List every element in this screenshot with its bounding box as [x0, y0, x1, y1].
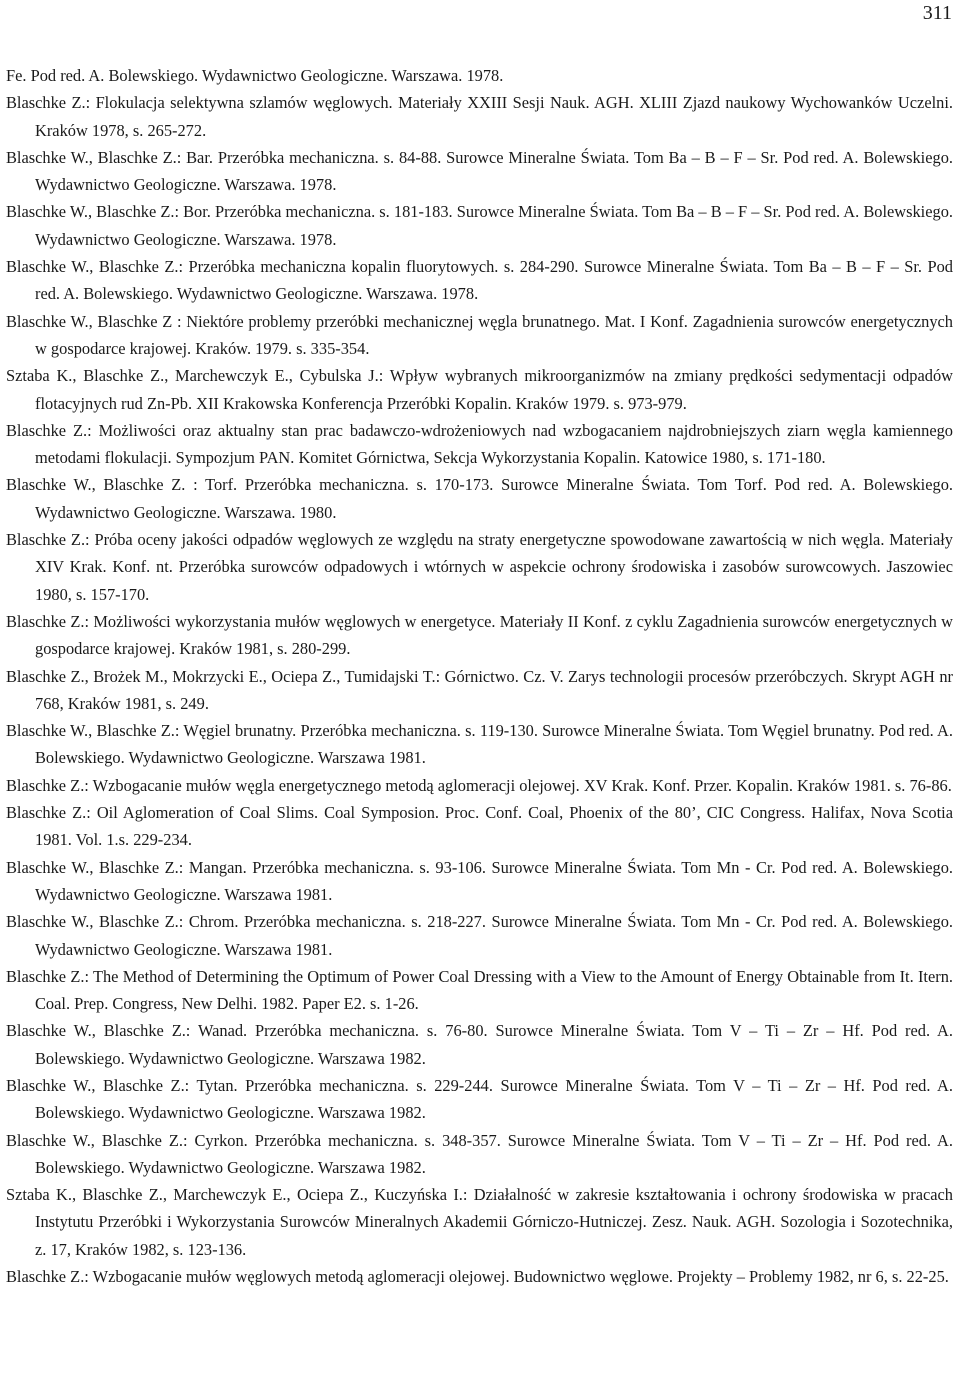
reference-entry: Blaschke Z., Brożek M., Mokrzycki E., Ociepa Z., Tumidajski T.: Górnictwo. Cz. V. Zarys technologii procesów przeróbczych. Skrypt AGH nr 768, Kraków 1981, s. 249.	[6, 666, 953, 713]
reference-entry: Blaschke W., Blaschke Z.: Wanad. Przeróbka mechaniczna. s. 76-80. Surowce Mineralne Świata. Tom V – Ti – Zr – Hf. Pod red. A. Bolewskiego. Wydawnictwo Geologiczne. Warszawa 1982.	[6, 1021, 953, 1068]
reference-entry: Blaschke W., Blaschke Z.: Cyrkon. Przeróbka mechaniczna. s. 348-357. Surowce Mineralne Świata. Tom V – Ti – Zr – Hf. Pod red. A. Bolewskiego. Wydawnictwo Geologiczne. Warszawa 1982.	[6, 1130, 953, 1177]
reference-entry: Blaschke Z.: Flokulacja selektywna szlamów węglowych. Materiały XXIII Sesji Nauk. AGH. XLIII Zjazd naukowy Wychowanków Uczelni. Kraków 1978, s. 265-272.	[6, 93, 953, 140]
reference-entry: Sztaba K., Blaschke Z., Marchewczyk E., Cybulska J.: Wpływ wybranych mikroorganizmów na zmiany prędkości sedymentacji odpadów flotacyjnych rud Zn-Pb. XII Krakowska Konferencja Przeróbki Kopalin. Kraków 1979. s. 973-979.	[6, 366, 953, 413]
reference-entry: Blaschke W., Blaschke Z.: Węgiel brunatny. Przeróbka mechaniczna. s. 119-130. Surowce Mineralne Świata. Tom Węgiel brunatny. Pod red. A. Bolewskiego. Wydawnictwo Geologiczne. Warszawa 1981.	[6, 721, 953, 768]
reference-list	[6, 62, 953, 1290]
reference-entry: Blaschke W., Blaschke Z : Niektóre problemy przeróbki mechanicznej węgla brunatnego. Mat. I Konf. Zagadnienia surowców energetycznych w gospodarce krajowej. Kraków. 1979. s. 335-354.	[6, 311, 953, 358]
reference-entry: Sztaba K., Blaschke Z., Marchewczyk E., Ociepa Z., Kuczyńska I.: Działalność w zakresie kształtowania i ochrony środowiska w pracach Instytutu Przeróbki i Wykorzystania Surowców Mineralnych Akademii Górniczo-Hutniczej. Zesz. Nauk. AGH. Sozologia i Sozotechnika, z. 17, Kraków 1982, s. 123-136.	[6, 1185, 953, 1259]
reference-entry: Blaschke Z.: The Method of Determining the Optimum of Power Coal Dressing with a View to the Amount of Energy Obtainable from It. Itern. Coal. Prep. Congress, New Delhi. 1982. Paper E2. s. 1-26.	[6, 966, 953, 1014]
reference-entry: Fe. Pod red. A. Bolewskiego. Wydawnictwo Geologiczne. Warszawa. 1978.	[6, 66, 504, 85]
reference-entry: Blaschke W., Blaschke Z.: Przeróbka mechaniczna kopalin fluorytowych. s. 284-290. Surowce Mineralne Świata. Tom Ba – B – F – Sr. Pod red. A. Bolewskiego. Wydawnictwo Geologiczne. Warszawa. 1978.	[6, 257, 953, 304]
reference-entry: Blaschke W., Blaschke Z.: Chrom. Przeróbka mechaniczna. s. 218-227. Surowce Mineralne Świata. Tom Mn - Cr. Pod red. A. Bolewskiego. Wydawnictwo Geologiczne. Warszawa 1981.	[6, 912, 953, 959]
reference-entry: Blaschke Z.: Oil Aglomeration of Coal Slims. Coal Symposion. Proc. Conf. Coal, Phoenix of the 80’, CIC Congress. Halifax, Nova Scotia 1981. Vol. 1.s. 229-234.	[6, 803, 953, 850]
reference-entry: Blaschke W., Blaschke Z.: Bor. Przeróbka mechaniczna. s. 181-183. Surowce Mineralne Świata. Tom Ba – B – F – Sr. Pod red. A. Bolewskiego. Wydawnictwo Geologiczne. Warszawa. 1978.	[6, 202, 953, 249]
reference-entry: Blaschke Z.: Wzbogacanie mułów węgla energetycznego metodą aglomeracji olejowej. XV Krak. Konf. Przer. Kopalin. Kraków 1981. s. 76-86.	[6, 775, 952, 795]
reference-entry: Blaschke W., Blaschke Z.: Tytan. Przeróbka mechaniczna. s. 229-244. Surowce Mineralne Świata. Tom V – Ti – Zr – Hf. Pod red. A. Bolewskiego. Wydawnictwo Geologiczne. Warszawa 1982.	[6, 1075, 953, 1123]
reference-entry: Blaschke Z.: Wzbogacanie mułów węglowych metodą aglomeracji olejowej. Budownictwo węglowe. Projekty – Problemy 1982, nr 6, s. 22-25.	[6, 1267, 949, 1287]
reference-entry: Blaschke W., Blaschke Z.: Mangan. Przeróbka mechaniczna. s. 93-106. Surowce Mineralne Świata. Tom Mn - Cr. Pod red. A. Bolewskiego. Wydawnictwo Geologiczne. Warszawa 1981.	[6, 857, 953, 904]
reference-entry: Blaschke Z.: Próba oceny jakości odpadów węglowych ze względu na straty energetyczne spowodowane zawartością w nich węgla. Materiały XIV Krak. Konf. nt. Przeróbka surowców odpadowych i wtórnych w aspekcie ochrony środowiska i zasobów surowcowych. Jaszowiec 1980, s. 157-170.	[6, 530, 953, 604]
page-number: 311	[922, 2, 952, 24]
reference-entry: Blaschke W., Blaschke Z. : Torf. Przeróbka mechaniczna. s. 170-173. Surowce Mineralne Świata. Tom Torf. Pod red. A. Bolewskiego. Wydawnictwo Geologiczne. Warszawa. 1980.	[6, 475, 953, 522]
reference-entry: Blaschke W., Blaschke Z.: Bar. Przeróbka mechaniczna. s. 84-88. Surowce Mineralne Świata. Tom Ba – B – F – Sr. Pod red. A. Bolewskiego. Wydawnictwo Geologiczne. Warszawa. 1978.	[6, 147, 953, 195]
reference-entry: Blaschke Z.: Możliwości wykorzystania mułów węglowych w energetyce. Materiały II Konf. z cyklu Zagadnienia surowców energetycznych w gospodarce krajowej. Kraków 1981, s. 280-299.	[6, 611, 953, 659]
reference-entry: Blaschke Z.: Możliwości oraz aktualny stan prac badawczo-wdrożeniowych nad wzbogacaniem najdrobniejszych ziarn węgla kamiennego metodami flokulacji. Sympozjum PAN. Komitet Górnictwa, Sekcja Wykorzystania Kopalin. Katowice 1980, s. 171-180.	[6, 420, 953, 468]
